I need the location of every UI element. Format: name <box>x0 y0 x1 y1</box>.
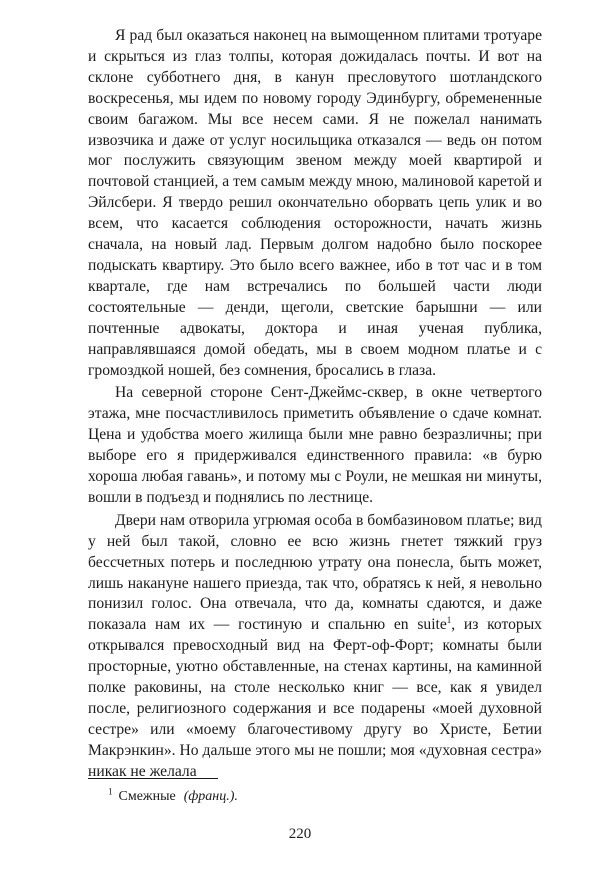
footnote-mark: 1 <box>108 786 113 797</box>
footnote-reference: 1 <box>446 615 452 626</box>
paragraph-1 <box>88 26 542 381</box>
paragraph-2 <box>88 383 542 508</box>
page-number: 220 <box>288 826 312 842</box>
paragraph-3 <box>88 511 542 783</box>
footnote-text: Смежные <box>118 789 176 804</box>
paragraph-2-text: На северной стороне Сент-Джеймс-сквер, в окне четвертого этажа, мне посчастливилось приметить объявление о сдаче комнат. Цена и удобства моего жилища были мне равно безразличны; при выборе его я придерживался единственного правила: «в бурю хороша любая гавань», и потому мы с Роули, не мешкая ни минуты, вошли в подъезд и поднялись по лестнице. <box>88 384 542 506</box>
footnote <box>108 788 238 806</box>
footnote-divider <box>88 778 218 779</box>
footnote-language: (франц.). <box>183 789 238 804</box>
paragraph-3-text-after-note: , из которых открывался превосходный вид на Ферт-оф-Форт; комнаты были просторные, уютно обставленные, на стенах картины, на каминной полке раковины, на столе несколько книг — все, как я увидел после, религиозного содержания и все подарены «моей духовной сестре» или «моему благочестивому другу во Христе, Бетии Макрэнкин». Но дальше этого мы не пошли; моя «духовная сестра» никак не желала <box>88 616 542 780</box>
page-body <box>88 26 542 783</box>
paragraph-1-text: Я рад был оказаться наконец на вымощенном плитами тротуаре и скрыться из глаз толпы, которая дожидалась почты. И вот на склоне субботнего дня, в канун пресловутого шотландского воскресенья, мы идем по новому городу Эдинбургу, обремененные своим багажом. Мы все несем сами. Я не пожелал нанимать извозчика и даже от услуг носильщика отказался — ведь он потом мог послужить связующим звеном между моей квартирой и почтовой станцией, а тем самым между мною, малиновой каретой и Эйлсбери. Я твердо решил окончательно оборвать цепь улик и во всем, что касается соблюдения осторожности, начать жизнь сначала, на новый лад. Первым долгом надобно было поскорее подыскать квартиру. Это было всего важнее, ибо в тот час и в том квартале, где нам встречались по большей части люди состоятельные — денди, щеголи, светские барышни — или почтенные адвокаты, доктора и иная ученая публика, направлявшаяся домой обедать, мы в своем модном платье и с громоздкой ношей, без сомнения, бросались в глаза. <box>88 27 542 379</box>
paragraph-3-text-before-note: Двери нам отворила угрюмая особа в бомбазиновом платье; вид у ней был такой, словно ее всю жизнь гнетет тяжкий груз бессчетных потерь и последнюю утрату она понесла, быть может, лишь накануне нашего приезда, так что, обратясь к ней, я невольно понизил голос. Она отвечала, что да, комнаты сдаются, и даже показала нам их — гостиную и спальню en suite <box>88 511 542 634</box>
